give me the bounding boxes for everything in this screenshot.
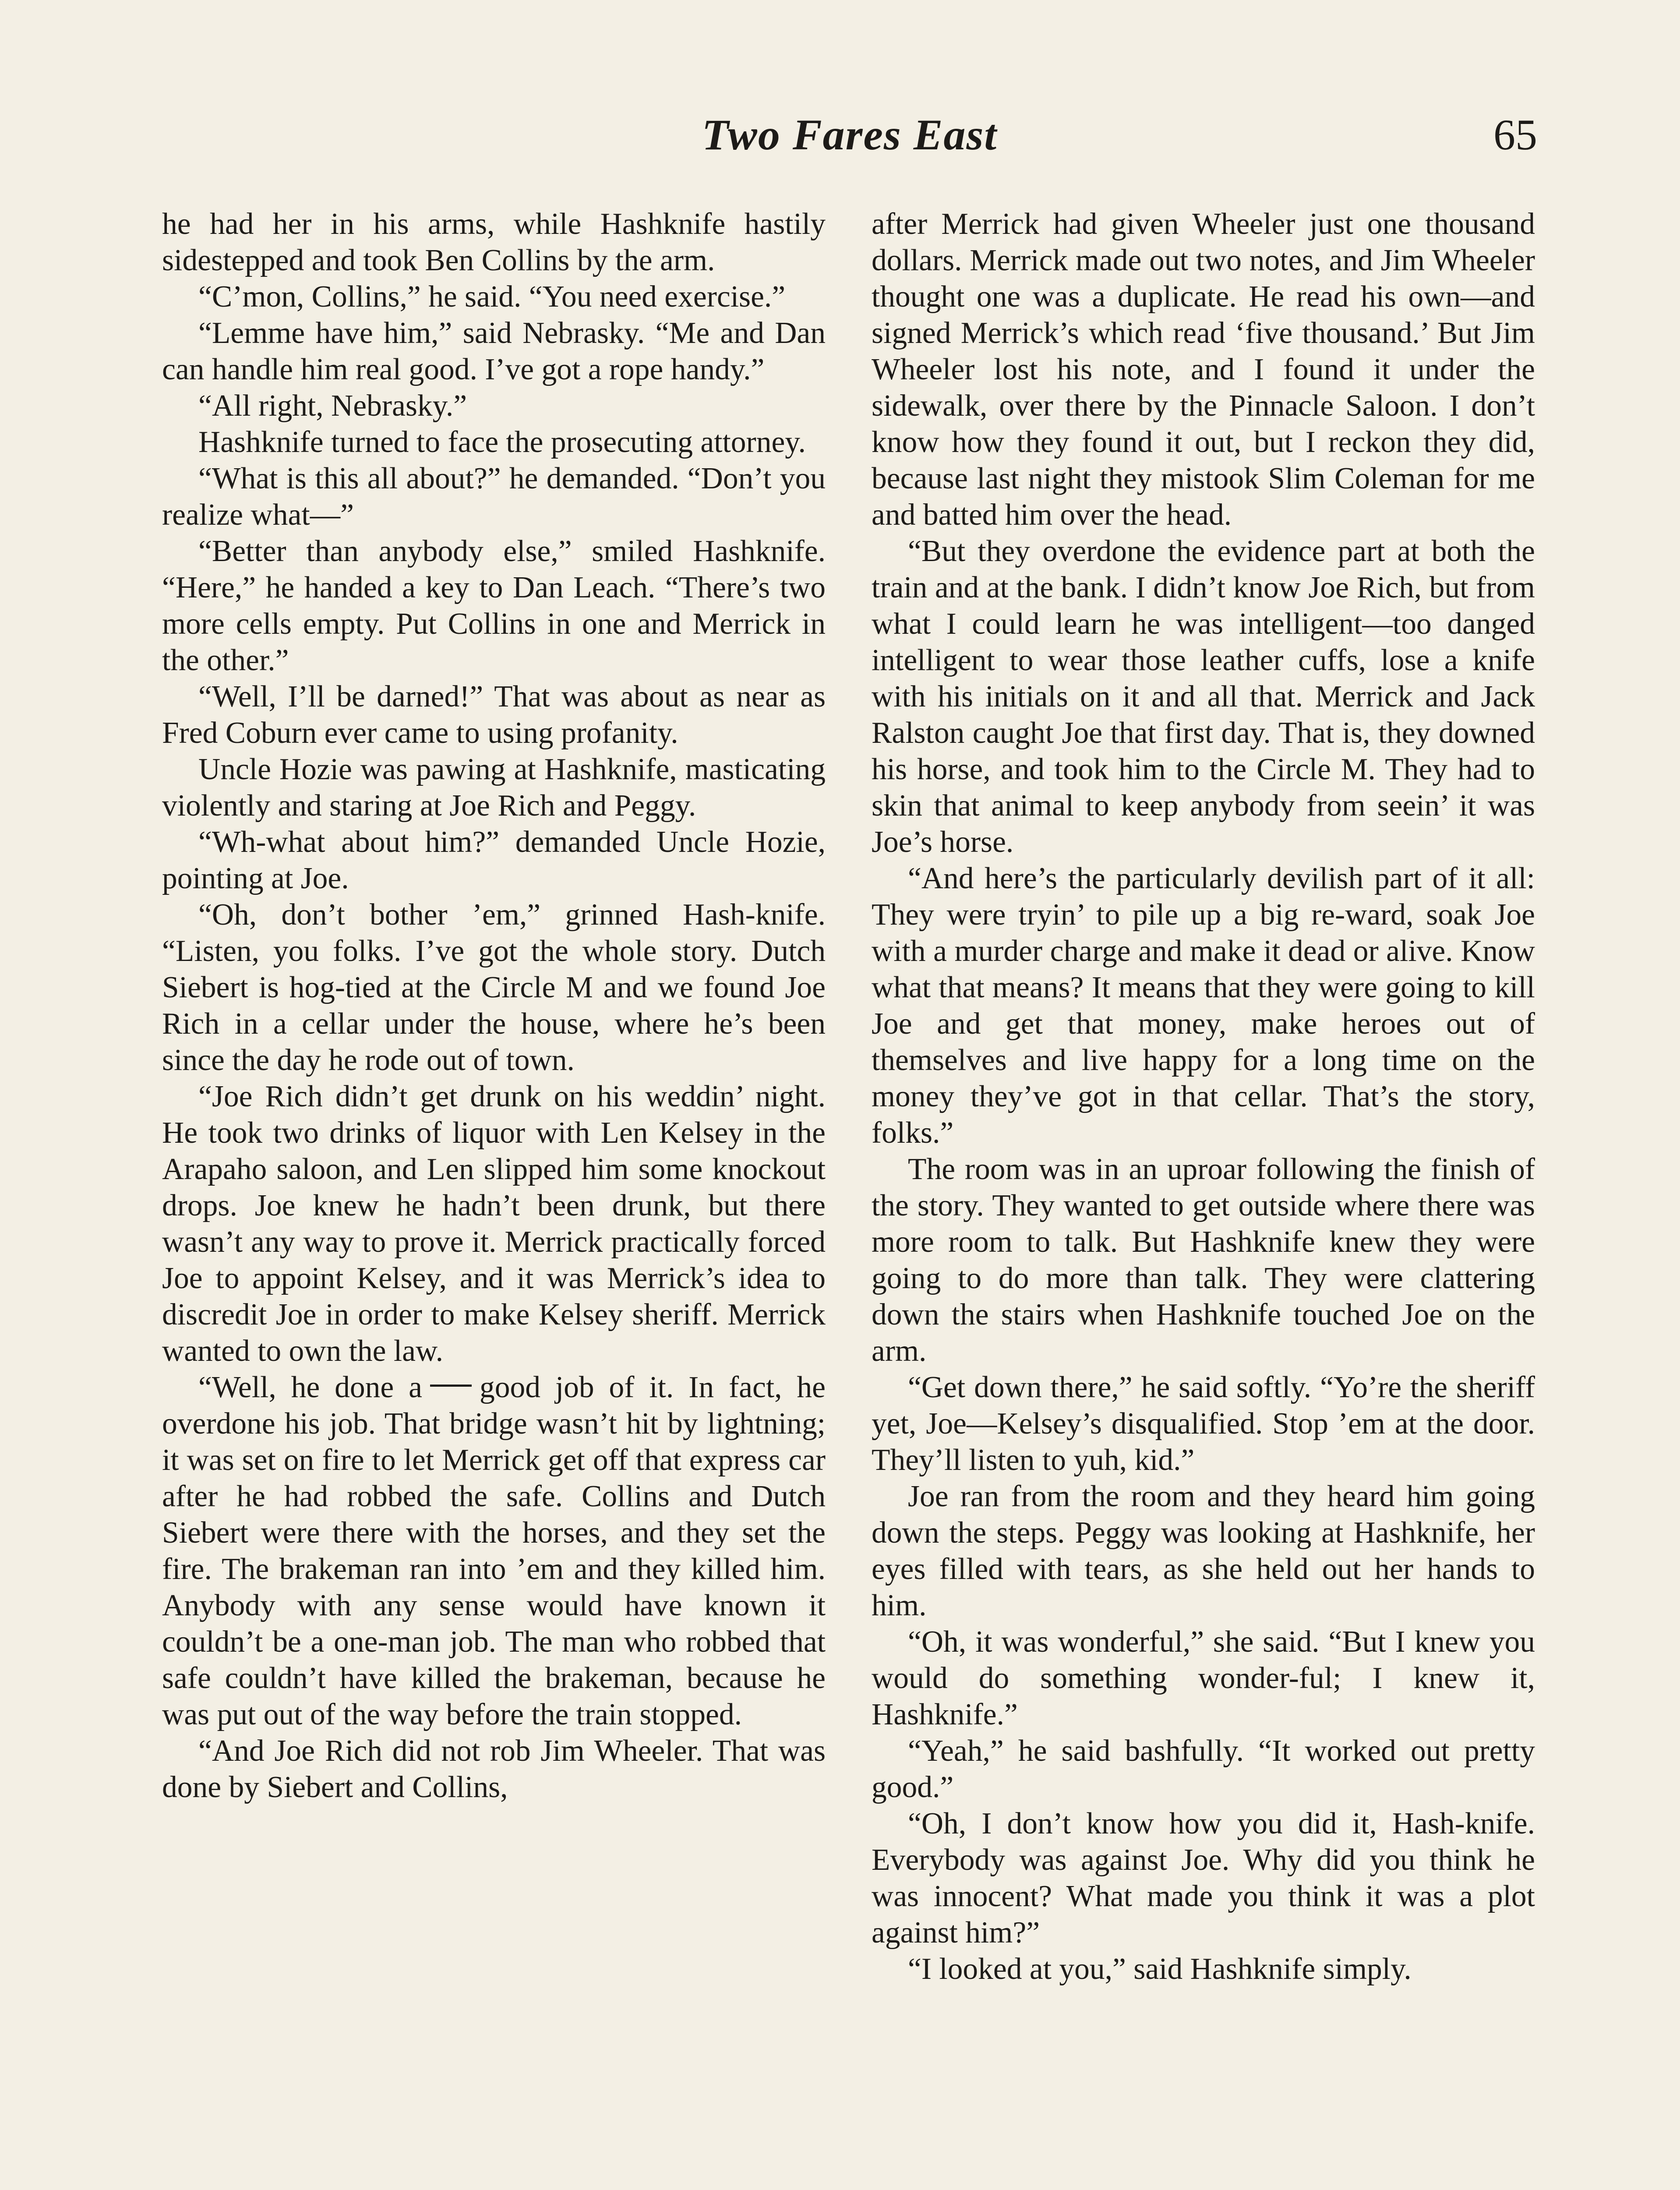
paragraph bbox=[162, 1369, 826, 1733]
censored-blank bbox=[430, 1385, 472, 1387]
paragraph: “But they overdone the evidence part at both the train and at the bank. I didn’t know Joe Rich, but from what I could learn he was intelligent—too danged intelligent to wear those leather cuffs, lose a knife with his initials on it and all that. Merrick and Jack Ralston caught Joe that first day. That is, they downed his horse, and took him to the Circle M. They had to skin that animal to keep anybody from seein’ it was Joe’s horse. bbox=[872, 534, 1535, 859]
paragraph: “Oh, don’t bother ’em,” grinned Hash-knife. “Listen, you folks. I’ve got the whole story. Dutch Siebert is hog-tied at the Circle M and we found Joe Rich in a cellar under the house, where he’s been since the day he rode out of town. bbox=[162, 898, 826, 1077]
paragraph: “I looked at you,” said Hashknife simply. bbox=[908, 1952, 1412, 1986]
paragraph: “Well, I’ll be darned!” That was about as near as Fred Coburn ever came to using profanity. bbox=[162, 680, 826, 750]
paragraph: he had her in his arms, while Hashknife hastily sidestepped and took Ben Collins by the arm. bbox=[162, 207, 826, 277]
page-header bbox=[162, 110, 1537, 175]
paragraph-start: “Well, he done a bbox=[198, 1371, 422, 1404]
paragraph: “What is this all about?” he demanded. “Don’t you realize what—” bbox=[162, 462, 826, 532]
paragraph: “Oh, I don’t know how you did it, Hash-knife. Everybody was against Joe. Why did you think he was innocent? What made you think it was a plot against him?” bbox=[872, 1807, 1535, 1950]
paragraph: “And here’s the particularly devilish part of it all: They were tryin’ to pile up a big re-ward, soak Joe with a murder charge and make it dead or alive. Know what that means? It means that they were going to kill Joe and get that money, make heroes out of themselves and live happy for a long time on the money they’ve got in that cellar. That’s the story, folks.” bbox=[872, 862, 1535, 1150]
paragraph: “Better than anybody else,” smiled Hashknife. “Here,” he handed a key to Dan Leach. “There’s two more cells empty. Put Collins in one and Merrick in the other.” bbox=[162, 534, 826, 677]
paragraph: “Joe Rich didn’t get drunk on his weddin’ night. He took two drinks of liquor with Len Kelsey in the Arapaho saloon, and Len slipped him some knockout drops. Joe knew he hadn’t been drunk, but there wasn’t any way to prove it. Merrick practically forced Joe to appoint Kelsey, and it was Merrick’s idea to discredit Joe in order to make Kelsey sheriff. Merrick wanted to own the law. bbox=[162, 1080, 826, 1368]
paragraph: after Merrick had given Wheeler just one thousand dollars. Merrick made out two notes, and Jim Wheeler thought one was a duplicate. He read his own—and signed Merrick’s which read ‘five thousand.’ But Jim Wheeler lost his note, and I found it under the sidewalk, over there by the Pinnacle Saloon. I don’t know how they found it out, but I reckon they did, because last night they mistook Slim Coleman for me and batted him over the head. bbox=[872, 207, 1535, 532]
paragraph: Uncle Hozie was pawing at Hashknife, masticating violently and staring at Joe Rich and Peggy. bbox=[162, 752, 826, 823]
paragraph: “Oh, it was wonderful,” she said. “But I knew you would do something wonder-ful; I knew it, Hashknife.” bbox=[872, 1625, 1535, 1731]
left-column bbox=[162, 206, 826, 1805]
paragraph-end: good job of it. In fact, he overdone his job. That bridge wasn’t hit by lightning; it was set on fire to let Merrick get off that express car after he had robbed the safe. Collins and Dutch Siebert were there with the horses, and they set the fire. The brakeman ran into ’em and they killed him. Anybody with any sense would have known it couldn’t be a one-man job. The man who robbed that safe couldn’t have killed the brakeman, because he was put out of the way before the train stopped. bbox=[162, 1371, 826, 1731]
paragraph: The room was in an uproar following the finish of the story. They wanted to get outside where there was more room to talk. But Hashknife knew they were going to do more than talk. They were clattering down the stairs when Hashknife touched Joe on the arm. bbox=[872, 1152, 1535, 1368]
paragraph: “C’mon, Collins,” he said. “You need exercise.” bbox=[198, 280, 786, 314]
paragraph: “All right, Nebrasky.” bbox=[198, 389, 467, 423]
paragraph: “Get down there,” he said softly. “Yo’re the sheriff yet, Joe—Kelsey’s disqualified. Stop ’em at the door. They’ll listen to yuh, kid.” bbox=[872, 1371, 1535, 1477]
paragraph: “Wh-what about him?” demanded Uncle Hozie, pointing at Joe. bbox=[162, 825, 826, 895]
paragraph: “And Joe Rich did not rob Jim Wheeler. That was done by Siebert and Collins, bbox=[162, 1734, 826, 1804]
page-number: 65 bbox=[1493, 110, 1537, 159]
running-title: Two Fares East bbox=[702, 110, 998, 159]
right-column bbox=[872, 206, 1535, 1987]
paragraph: Hashknife turned to face the prosecuting attorney. bbox=[198, 425, 806, 459]
paragraph: Joe ran from the room and they heard him going down the steps. Peggy was looking at Hashknife, her eyes filled with tears, as she held out her hands to him. bbox=[872, 1480, 1535, 1622]
paragraph: “Lemme have him,” said Nebrasky. “Me and Dan can handle him real good. I’ve got a rope handy.” bbox=[162, 316, 826, 386]
paragraph: “Yeah,” he said bashfully. “It worked out pretty good.” bbox=[872, 1734, 1535, 1804]
